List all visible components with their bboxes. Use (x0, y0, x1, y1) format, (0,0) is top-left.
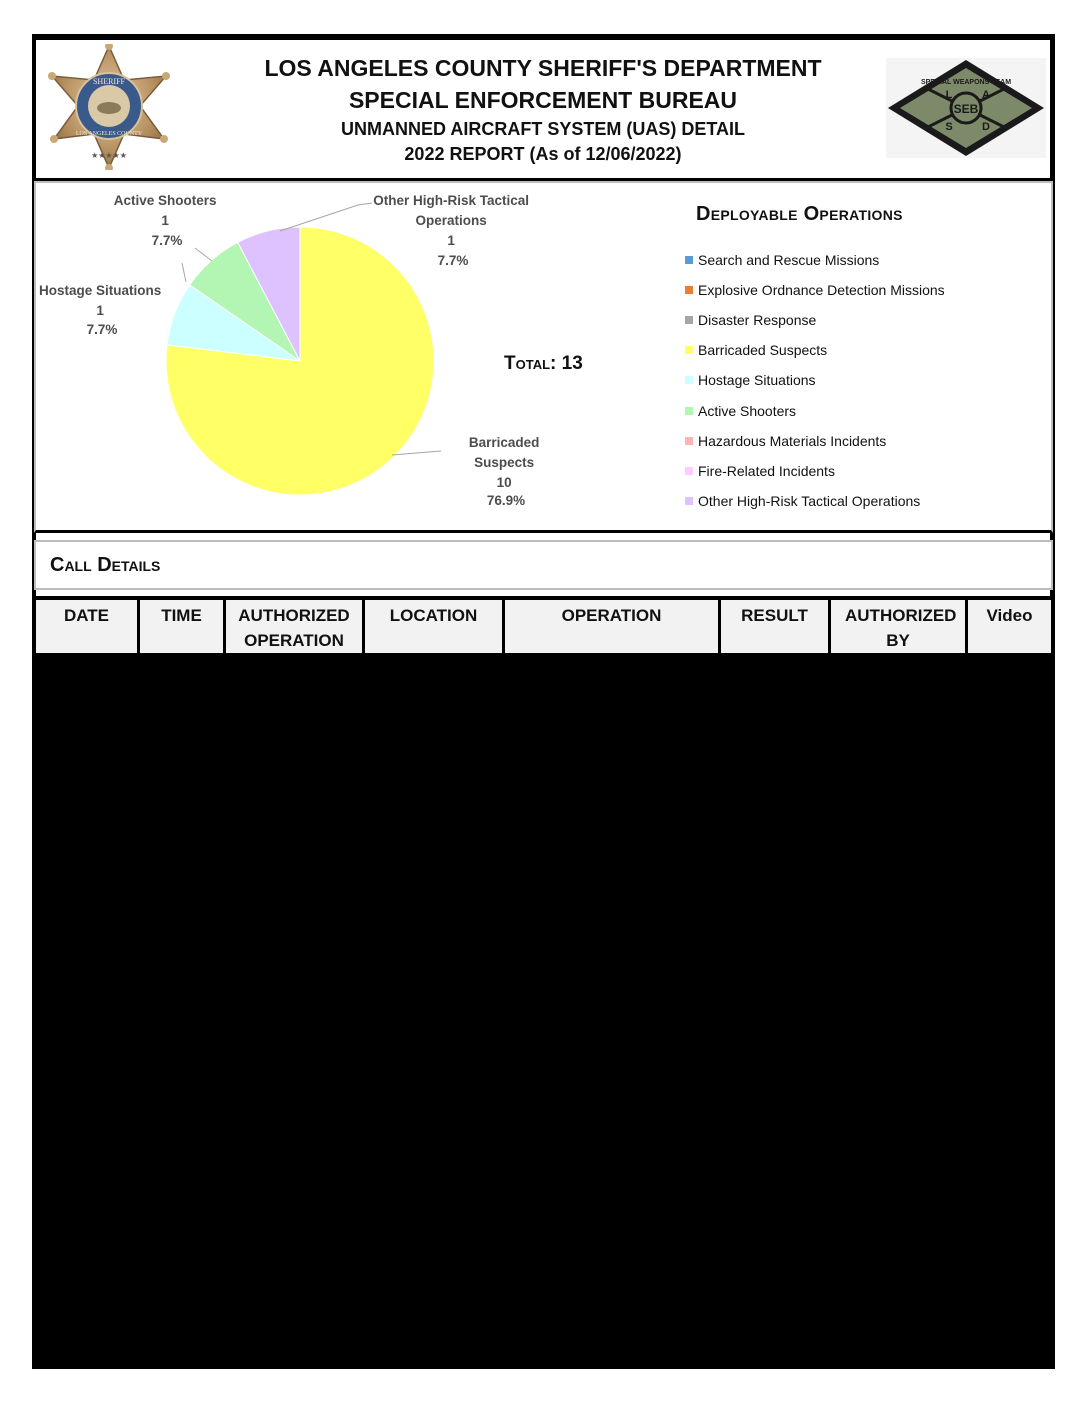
svg-text:D: D (982, 121, 990, 133)
column-time: TIME (140, 600, 223, 653)
column-authorized-by: AUTHORIZED BY (831, 600, 965, 653)
legend-label: Disaster Response (698, 312, 817, 329)
column-result: RESULT (721, 600, 828, 653)
legend-swatch (685, 256, 693, 264)
legend-label: Search and Rescue Missions (698, 252, 880, 269)
column-video: Video (968, 600, 1051, 653)
legend-title: Deployable Operations (696, 203, 903, 225)
legend-swatch (685, 346, 693, 354)
legend-item (685, 335, 945, 365)
leader-other (280, 203, 372, 231)
legend-label: Barricaded Suspects (698, 342, 828, 359)
svg-text:SPECIAL WEAPONS TEAM: SPECIAL WEAPONS TEAM (920, 79, 1012, 86)
legend-swatch (685, 497, 693, 505)
total-count: Total: 13 (504, 353, 583, 374)
legend-label: Other High-Risk Tactical Operations (698, 492, 921, 509)
svg-text:SHERIFF: SHERIFF (92, 77, 126, 86)
svg-text:L: L (945, 89, 953, 101)
department-title: LOS ANGELES COUNTY SHERIFF'S DEPARTMENT (264, 55, 822, 81)
legend-label: Fire-Related Incidents (698, 462, 835, 479)
svg-text:S: S (945, 121, 953, 133)
legend-item (685, 395, 945, 425)
legend-item (685, 426, 945, 456)
detail-title: UNMANNED AIRCRAFT SYSTEM (UAS) DETAIL (341, 119, 745, 139)
call-details-title: Call Details (50, 554, 161, 576)
label-active-shooters: Active Shooters 1 7.7% (113, 193, 217, 248)
deployable-operations-chart (34, 181, 1053, 533)
legend-swatch (685, 467, 693, 475)
legend-label: Hostage Situations (698, 372, 816, 389)
legend-item (685, 245, 945, 275)
legend-item (685, 456, 945, 486)
report-header (36, 40, 1050, 181)
chart-legend (685, 245, 945, 516)
legend-label: Hazardous Materials Incidents (698, 432, 887, 449)
legend-label: Explosive Ordnance Detection Missions (698, 282, 945, 299)
legend-swatch (685, 376, 693, 384)
label-hostage: Hostage Situations 1 7.7% (38, 283, 162, 337)
legend-item (685, 305, 945, 335)
legend-swatch (685, 286, 693, 294)
redacted-table-body (32, 656, 1055, 1369)
report-date-title: 2022 REPORT (As of 12/06/2022) (404, 144, 682, 164)
legend-label: Active Shooters (698, 402, 797, 419)
svg-text:A: A (982, 89, 990, 101)
seb-logo-icon (886, 58, 1046, 158)
call-details-header (34, 540, 1053, 590)
leader-active (195, 248, 212, 261)
label-barricaded: Barricaded Suspects 10 76.9% (468, 435, 540, 508)
bureau-title: SPECIAL ENFORCEMENT BUREAU (348, 87, 738, 113)
legend-item (685, 365, 945, 395)
column-date: DATE (36, 600, 137, 653)
legend-swatch (685, 316, 693, 324)
column-authorized-operation: AUTHORIZED OPERATION (226, 600, 362, 653)
svg-text:★★★★★: ★★★★★ (91, 151, 127, 160)
svg-text:SEB: SEB (953, 102, 979, 116)
column-operation: OPERATION (505, 600, 718, 653)
legend-item (685, 275, 945, 305)
column-location: LOCATION (365, 600, 502, 653)
label-other-high-risk: Other High-Risk Tactical Operations 1 7.7% (373, 193, 530, 268)
legend-swatch (685, 437, 693, 445)
legend-item (685, 486, 945, 516)
svg-text:LOS ANGELES COUNTY: LOS ANGELES COUNTY (75, 131, 143, 137)
legend-swatch (685, 407, 693, 415)
leader-hostage (182, 263, 186, 282)
call-details-table-header (32, 596, 1055, 656)
